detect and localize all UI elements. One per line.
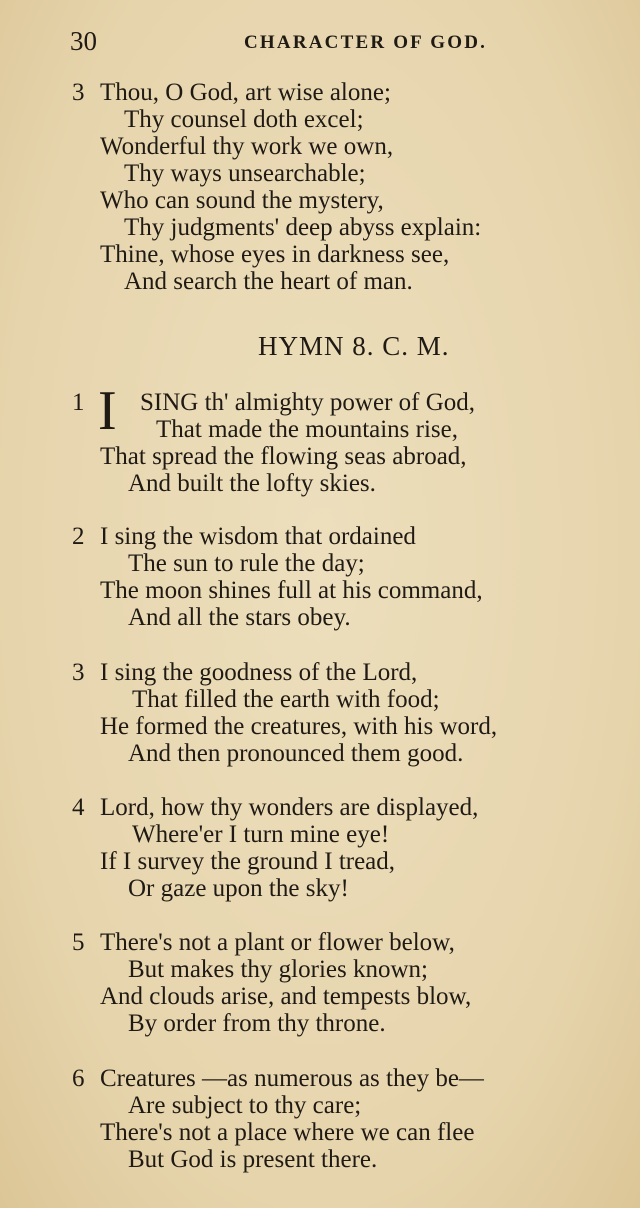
drop-cap: I xyxy=(98,380,117,442)
verse-line: Thou, O God, art wise alone; xyxy=(100,79,391,106)
verse-line: And all the stars obey. xyxy=(128,604,351,631)
verse-line: By order from thy throne. xyxy=(128,1010,386,1037)
verse-line: There's not a plant or flower below, xyxy=(100,929,455,956)
verse-line: There's not a place where we can flee xyxy=(100,1119,475,1146)
stanza-number: 6 xyxy=(72,1065,85,1092)
verse-line: Wonderful thy work we own, xyxy=(100,133,394,160)
verse-line: But God is present there. xyxy=(128,1146,378,1173)
hymn-title: HYMN 8. C. M. xyxy=(258,331,450,361)
verse-line: I sing the goodness of the Lord, xyxy=(100,659,418,686)
verse-line: Thine, whose eyes in darkness see, xyxy=(100,241,450,268)
verse-line: The moon shines full at his command, xyxy=(100,577,483,604)
verse-line: And clouds arise, and tempests blow, xyxy=(100,983,472,1010)
page-number: 30 xyxy=(70,26,97,56)
verse-line: Lord, how thy wonders are displayed, xyxy=(100,794,479,821)
verse-line: SING th' almighty power of God, xyxy=(140,389,476,416)
verse-line: Thy judgments' deep abyss explain: xyxy=(124,214,482,241)
stanza-number: 2 xyxy=(72,523,85,550)
verse-line: Where'er I turn mine eye! xyxy=(132,821,390,848)
verse-line: If I survey the ground I tread, xyxy=(100,848,396,875)
stanza-number: 4 xyxy=(72,794,85,821)
verse-line: And then pronounced them good. xyxy=(128,740,464,767)
verse-line: He formed the creatures, with his word, xyxy=(100,713,498,740)
verse-line: And built the lofty skies. xyxy=(128,470,376,497)
verse-line: Thy ways unsearchable; xyxy=(124,160,366,187)
stanza-number: 3 xyxy=(72,79,85,106)
verse-line: Creatures —as numerous as they be— xyxy=(100,1065,484,1092)
verse-line: That filled the earth with food; xyxy=(132,686,440,713)
verse-line: That made the mountains rise, xyxy=(156,416,459,443)
verse-line: The sun to rule the day; xyxy=(128,550,365,577)
verse-line: But makes thy glories known; xyxy=(128,956,428,983)
verse-line: Who can sound the mystery, xyxy=(100,187,384,214)
verse-line: That spread the flowing seas abroad, xyxy=(100,443,467,470)
verse-line: Thy counsel doth excel; xyxy=(124,106,364,133)
verse-line: Are subject to thy care; xyxy=(128,1092,362,1119)
running-head: CHARACTER OF GOD. xyxy=(244,32,488,53)
verse-line: Or gaze upon the sky! xyxy=(128,875,349,902)
stanza-number: 1 xyxy=(72,389,85,416)
stanza-number: 3 xyxy=(72,659,85,686)
verse-line: I sing the wisdom that ordained xyxy=(100,523,416,550)
verse-line: And search the heart of man. xyxy=(124,268,413,295)
stanza-number: 5 xyxy=(72,929,85,956)
